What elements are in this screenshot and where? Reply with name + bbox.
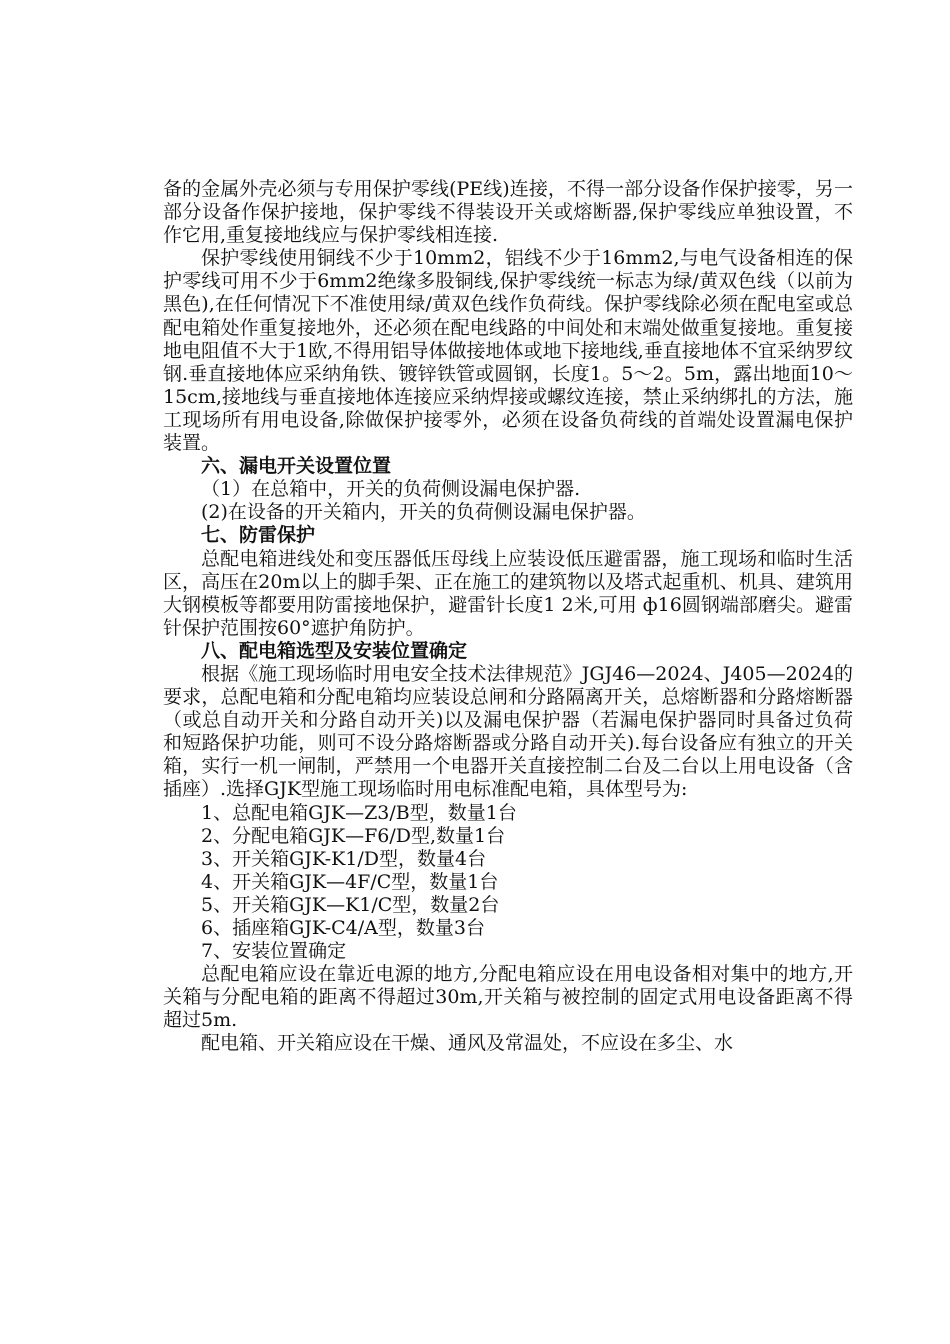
heading-leakage-switch-position: 六、漏电开关设置位置 [201, 455, 392, 478]
paragraph-main-box-leakage: （1）在总箱中，开关的负荷侧设漏电保护器. [201, 478, 581, 501]
paragraph-distribution-box-requirements: 根据《施工现场临时用电安全技术法律规范》JGJ46—2024、J405—2024的要求，总配电箱和分配电箱均应装设总闸和分路隔离开关，总熔断器和分路熔断器（或总自动开关和分路自动开关)以及漏电保护器（若漏电保护器同时具备过负荷和短路保护功能，则可不设分路熔断器或分路自动开关).每台设备应有独立的开关箱，实行一机一闸制，严禁用一个电器开关直接控制二台及二台以上用电设备（含插座）.选择GJK型施工现场临时用电标准配电箱，具体型号为: [163, 662, 853, 801]
document-body [163, 178, 853, 1056]
paragraph-pe-connection: 备的金属外壳必须与专用保护零线(PE线)连接，不得一部分设备作保护接零，另一部分设备作保护接地，保护零线不得装设开关或熔断器,保护零线应单独设置，不作它用,重复接地线应与保护零线相连接. [163, 178, 853, 247]
heading-lightning-protection: 七、防雷保护 [201, 524, 316, 547]
list-item-switch-box-k1c: 5、开关箱GJK—K1/C型，数量2台 [201, 893, 500, 916]
list-item-main-distribution-box: 1、总配电箱GJK—Z3/B型，数量1台 [201, 801, 517, 824]
paragraph-switch-box-leakage: (2)在设备的开关箱内，开关的负荷侧设漏电保护器。 [201, 501, 646, 524]
paragraph-lightning-protection: 总配电箱进线处和变压器低压母线上应装设低压避雷器，施工现场和临时生活区，高压在20m以上的脚手架、正在施工的建筑物以及塔式起重机、机具、建筑用大钢模板等都要用防雷接地保护，避雷针长度1 2米,可用 ф16圆钢端部磨尖。避雷针保护范围按60°遮护角防护。 [163, 547, 853, 639]
list-item-installation-position: 7、安装位置确定 [201, 940, 347, 963]
paragraph-box-distances: 总配电箱应设在靠近电源的地方,分配电箱应设在用电设备相对集中的地方,开关箱与分配电箱的距离不得超过30m,开关箱与被控制的固定式用电设备距离不得超过5m. [163, 963, 853, 1032]
heading-distribution-box-selection: 八、配电箱选型及安装位置确定 [201, 639, 468, 662]
list-item-switch-box-4fc: 4、开关箱GJK—4F/C型，数量1台 [201, 870, 499, 893]
list-item-sub-distribution-box: 2、分配电箱GJK—F6/D型,数量1台 [201, 824, 506, 847]
paragraph-protective-neutral-wire: 保护零线使用铜线不少于10mm2，铝线不少于16mm2,与电气设备相连的保护零线可用不少于6mm2绝缘多股铜线,保护零线统一标志为绿/黄双色线（以前为黑色),在任何情况下不准使用绿/黄双色线作负荷线。保护零线除必须在配电室或总配电箱处作重复接地外，还必须在配电线路的中间处和末端处做重复接地。重复接地电阻值不大于1欧,不得用铝导体做接地体或地下接地线,垂直接地体不宜采纳罗纹钢.垂直接地体应采纳角铁、镀锌铁管或圆钢，长度1。5～2。5m，露出地面10～15cm,接地线与垂直接地体连接应采纳焊接或螺纹连接，禁止采纳绑扎的方法，施工现场所有用电设备,除做保护接零外，必须在设备负荷线的首端处设置漏电保护装置。 [163, 247, 853, 455]
paragraph-box-environment: 配电箱、开关箱应设在干燥、通风及常温处，不应设在多尘、水 [201, 1032, 734, 1055]
list-item-switch-box-k1d: 3、开关箱GJK-K1/D型，数量4台 [201, 847, 487, 870]
list-item-socket-box: 6、插座箱GJK-C4/A型，数量3台 [201, 917, 485, 939]
